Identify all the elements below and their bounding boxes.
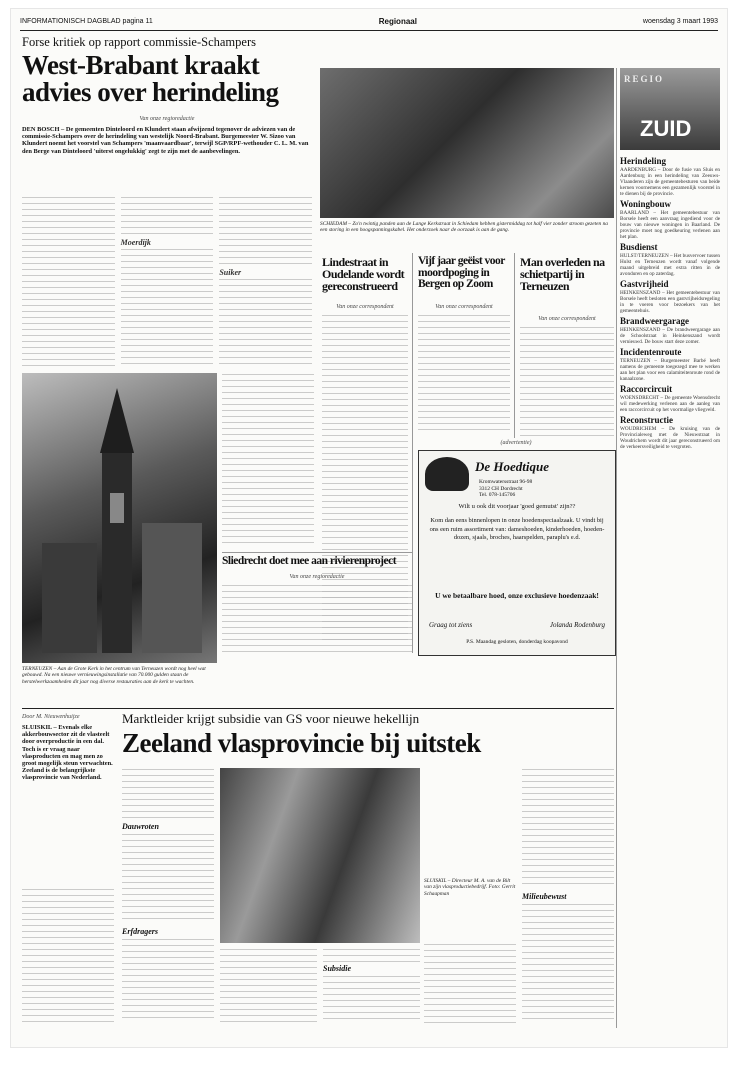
section-heading-erfdragers: Erfdragers <box>122 927 159 936</box>
body-col <box>219 196 312 371</box>
bottom-body-col2 <box>122 768 214 1023</box>
photo-schiedam-caption: SCHIEDAM – Zo'n twintig panden aan de Lange Kerkstraat in Schiedam hebben gistermiddag tot half vier zonder stroom gezeten na een storing in een hoogspanningskabel. Het onderzoek naar de oorzaak is aan de gang. <box>320 221 608 234</box>
regio-zuid-banner <box>620 68 720 150</box>
schietpartij-body <box>520 326 614 436</box>
text-lines <box>121 196 214 236</box>
section-heading-suiker: Suiker <box>219 268 242 277</box>
banner-top-text: REGIO <box>624 74 665 84</box>
text-lines <box>323 975 420 1021</box>
text-lines <box>522 768 614 888</box>
vijfjaar-byline: Van onze correspondent <box>435 304 493 310</box>
header-date: woensdag 3 maart 1993 <box>642 17 718 25</box>
vijfjaar-headline: Vijf jaar geëist voor moordpoging in Bergen op Zoom <box>418 255 505 290</box>
sidebar-item-text: WOUDRICHEM – De kruising van de Provincialeweg met de Nieuwstraat in Woudrichem wordt dit jaar gereconstrueerd om de verkeersveiligheid te vergroten. <box>620 426 720 450</box>
ad-line2: Kom dan eens binnenlopen in onze hoedenspeciaalzaak. U vindt bij ons een ruim assortiment van: dameshoeden, kinderhoeden, hoeden-dozen, sjaals, broches, haarspelden, paraplu's e.d. <box>429 517 605 541</box>
section-heading-milieubewust: Milieubewust <box>522 892 567 901</box>
schietpartij-headline: Man overleden na schietpartij in Terneuzen <box>520 255 605 293</box>
bottom-rule <box>22 708 614 709</box>
section-heading-subsidie: Subsidie <box>323 964 352 973</box>
ad-address: Kromwatersstraat 96-98 3312 CH Dordrecht Tel. 078-145706 <box>479 479 533 498</box>
sidebar-item-title: Herindeling <box>620 156 667 166</box>
bottom-headline: Zeeland vlasprovincie bij uitstek <box>122 728 481 758</box>
lindestraat-byline: Van onze correspondent <box>336 304 394 310</box>
column-divider <box>514 253 515 438</box>
photo-schiedam <box>320 68 614 218</box>
church-illustration <box>22 373 217 663</box>
main-body-continued <box>222 373 314 548</box>
body-col <box>22 196 115 371</box>
sliedrecht-byline: Van onze regioredactie <box>289 574 345 580</box>
text-lines <box>122 938 214 1018</box>
sidebar-item-title: Brandweergarage <box>620 316 689 326</box>
photo-vlas-director <box>220 768 420 943</box>
main-kicker: Forse kritiek op rapport commissie-Schampers <box>22 35 256 49</box>
main-byline: Van onze regioredactie <box>139 116 195 122</box>
bottom-kicker: Marktleider krijgt subsidie van GS voor nieuwe hekellijn <box>122 711 420 726</box>
text-lines <box>121 248 214 368</box>
sidebar-item-text: TERNEUZEN – Burgemeester Barbé heeft namens de gemeente toegezegd mee te werken aan het plan voor een calamiteitenroute rond de kanaalzone. <box>620 358 720 382</box>
section-heading-moerdijk: Moerdijk <box>120 238 151 247</box>
ad-signature-left: Graag tot ziens <box>429 621 473 629</box>
photo-church <box>22 373 217 663</box>
main-lead: DEN BOSCH – De gemeenten Dinteloord en Klundert staan afwijzend tegenover de adviezen van de commissie-Schampers over de herindeling van westelijk Noord-Brabant. Burgemeester W. Sizoo van Klundert noemt het voorstel van Schampers 'maanvaardbaar', terwijl SGP/RPF-wethouder C. L. M. van den Berge van Dinteloord 'uiterst ongelukkig' zegt te zijn met de aanbevelingen. <box>22 126 309 155</box>
text-lines <box>219 278 312 368</box>
ad-shop-name: De Hoedtique <box>475 459 550 474</box>
text-lines <box>219 196 312 266</box>
photo-vlas-caption: SLUISKIL – Directeur M. A. van de Bilt van zijn vlasproductiebedrijf. Foto: Gerrit Schaapman <box>424 878 516 897</box>
newspaper-page <box>10 8 728 1048</box>
body-col <box>121 196 214 371</box>
bottom-body-cols <box>220 948 420 1023</box>
ad-footer: P.S. Maandag gesloten, donderdag koopavond <box>466 639 568 645</box>
sidebar-item-text: WOENSDRECHT – De gemeente Woensdrecht wil medewerking verlenen aan de aanleg van een raccorcircuit op het voormalige vliegveld. <box>620 395 720 413</box>
header-rule <box>20 30 718 31</box>
main-body <box>22 196 312 371</box>
bottom-byline: Door M. Nieuwenhuijze <box>22 714 80 720</box>
ad-label: (advertentie) <box>500 440 532 446</box>
text-lines <box>122 768 214 818</box>
sidebar-item-text: HEINKENSZAND – Het gemeentebestuur van Borsele heeft besloten een gastvrijheidsregeling in te voeren voor bezoekers van het gemeentehuis. <box>620 290 720 314</box>
header-section: Regionaal <box>378 16 417 26</box>
sidebar-divider <box>616 68 617 1028</box>
ad-line1: Wilt u ook dit voorjaar 'goed gemutst' zijn?? <box>458 503 576 510</box>
sidebar-item-text: HULST/TERNEUZEN – Het busvervoer tussen Hulst en Terneuzen wordt vanaf volgende maand uitgebreid met extra ritten in de avonduren en op zaterdag. <box>620 253 720 277</box>
advertisement <box>418 450 616 656</box>
sidebar-item-text: BAARLAND – Het gemeentebestuur van Borsele heeft een aanvraag ingediend voor de bouw van nieuwe woningen in Baarland. De provincie moet nog goedkeuring verlenen aan het plan. <box>620 210 720 240</box>
text-lines <box>220 948 317 1023</box>
sidebar-item-title: Incidentenroute <box>620 347 682 357</box>
body-col <box>323 948 420 1023</box>
schietpartij-byline: Van onze correspondent <box>538 316 596 322</box>
regio-sidebar <box>620 154 720 1024</box>
column-divider <box>412 253 413 653</box>
sidebar-item-title: Gastvrijheid <box>620 279 669 289</box>
text-lines <box>522 903 614 1023</box>
sidebar-item-text: AARDENBURG – Door de fusie van Sluis en Aardenburg in een herindeling van Zeeuws-Vlaanderen zijn de gemeentebesturen van beide kernen voornemens een gezamenlijk voorstel in te dienen bij de provincie. <box>620 167 720 197</box>
page-header <box>20 14 718 28</box>
text-lines <box>122 833 214 923</box>
sidebar-item-text: HEINKENSZAND – De brandweergarage aan de Schoolstraat in Heinkenszand wordt vernieuwd. De bouw start deze zomer. <box>620 327 720 345</box>
article-rule <box>222 552 412 553</box>
section-heading-dauwroten: Dauwroten <box>122 822 159 831</box>
sidebar-item-title: Woningbouw <box>620 199 672 209</box>
bottom-body-col4 <box>424 943 516 1023</box>
hat-icon <box>425 457 469 491</box>
bottom-lead: SLUISKIL – Evenals elke akkerbouwsector zit de vlasteelt door overproductie in een dal. Toch is er vraag naar vlasproducten en mag men zo groot mogelijk steun verwachten. Zeeland is de belangrijkste vlasprovincie van Nederland. <box>22 724 113 782</box>
text-lines <box>323 948 420 962</box>
sidebar-item-title: Busdienst <box>620 242 658 252</box>
bottom-body-col5 <box>522 768 614 1023</box>
sidebar-item-title: Reconstructie <box>620 415 673 425</box>
ad-line3: U we betaalbare hoed, onze exclusieve hoedenzaak! <box>435 591 599 600</box>
header-left: INFORMATIONISCH DAGBLAD pagina 11 <box>20 17 153 25</box>
lindestraat-headline: Lindestraat in Oudelande wordt gereconstrueerd <box>322 255 405 293</box>
ad-signature-right: Jolanda Rodenburg <box>549 621 605 629</box>
photo-church-caption: TERNEUZEN – Aan de Grote Kerk in het centrum van Terneuzen wordt nog heel wat gebouwd. Na een nieuwe vernieuwingsinstallatie van 70.000 gulden staan de herstelwerkzaamheden dit jaar nog diverse restauraties aan de kerk te wachten. <box>22 666 206 685</box>
main-headline: West-Brabant kraakt advies over herindeling <box>22 50 279 107</box>
bottom-body-col1 <box>22 888 114 1023</box>
sidebar-item-title: Raccorcircuit <box>620 384 673 394</box>
banner-bottom-text: ZUID <box>640 116 692 141</box>
text-lines <box>22 196 115 371</box>
sliedrecht-headline: Sliedrecht doet mee aan rivierenproject <box>222 555 397 567</box>
vijfjaar-body <box>418 314 510 434</box>
sliedrecht-body <box>222 584 412 654</box>
